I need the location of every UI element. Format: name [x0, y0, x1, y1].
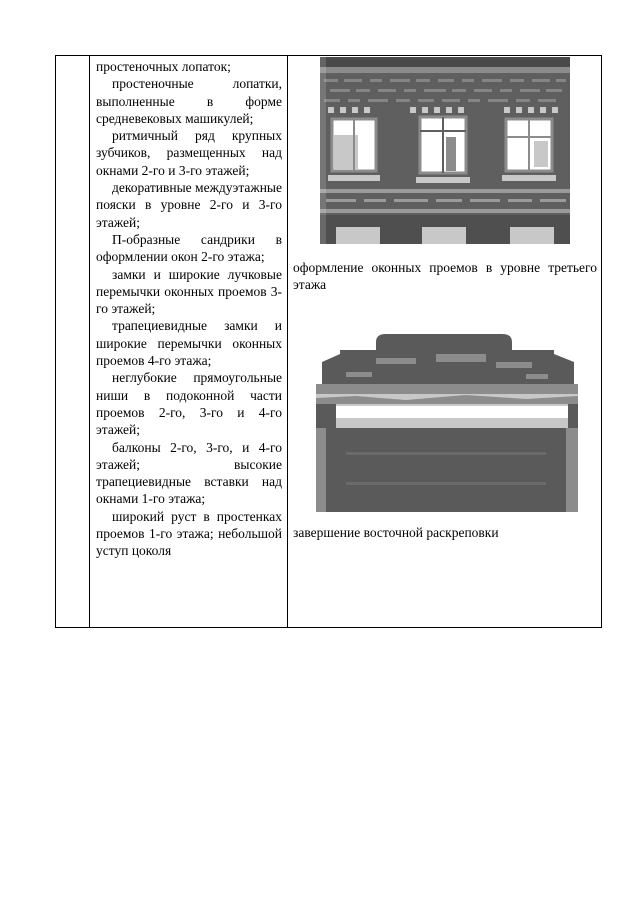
document-table — [55, 55, 602, 628]
description-item: декоративные междуэтажные пояски в уровне 2-го и 3-го этажей; — [96, 180, 282, 230]
facade-windows-photo — [320, 57, 570, 244]
table-row — [56, 56, 602, 628]
description-item: замки и широкие лучковые перемычки оконных проемов 3-го этажей; — [96, 266, 282, 317]
description-cell — [90, 56, 288, 628]
description-item: трапециевидные замки и широкие перемычки оконных проемов 4-го этажа; — [96, 318, 282, 369]
photo-caption: завершение восточной раскреповки — [293, 525, 499, 540]
description-item: простеночных лопаток; — [96, 59, 231, 74]
photo-caption: оформление оконных проемов в уровне третьего этажа — [293, 260, 597, 293]
description-item: неглубокие прямоугольные ниши в подоконной части проемов 2-го, 3-го и 4-го этажей; — [96, 370, 282, 438]
description-item: балконы 2-го, 3-го, и 4-го этажей; высокие трапециевидные вставки над окнами 1-го этажа; — [96, 439, 282, 507]
description-item: простеночные лопатки, выполненные в форме средневековых машикулей; — [96, 76, 282, 126]
cornice-photo — [316, 332, 578, 512]
photo-cell — [288, 56, 602, 628]
description-item: ритмичный ряд крупных зубчиков, размещенных над окнами 2-го и 3-го этажей; — [96, 128, 282, 178]
description-item: широкий руст в простенках проемов 1-го этажа; небольшой уступ цоколя — [96, 508, 282, 559]
number-cell — [56, 56, 90, 628]
description-item: П-образные сандрики в оформлении окон 2-го этажа; — [96, 231, 282, 265]
